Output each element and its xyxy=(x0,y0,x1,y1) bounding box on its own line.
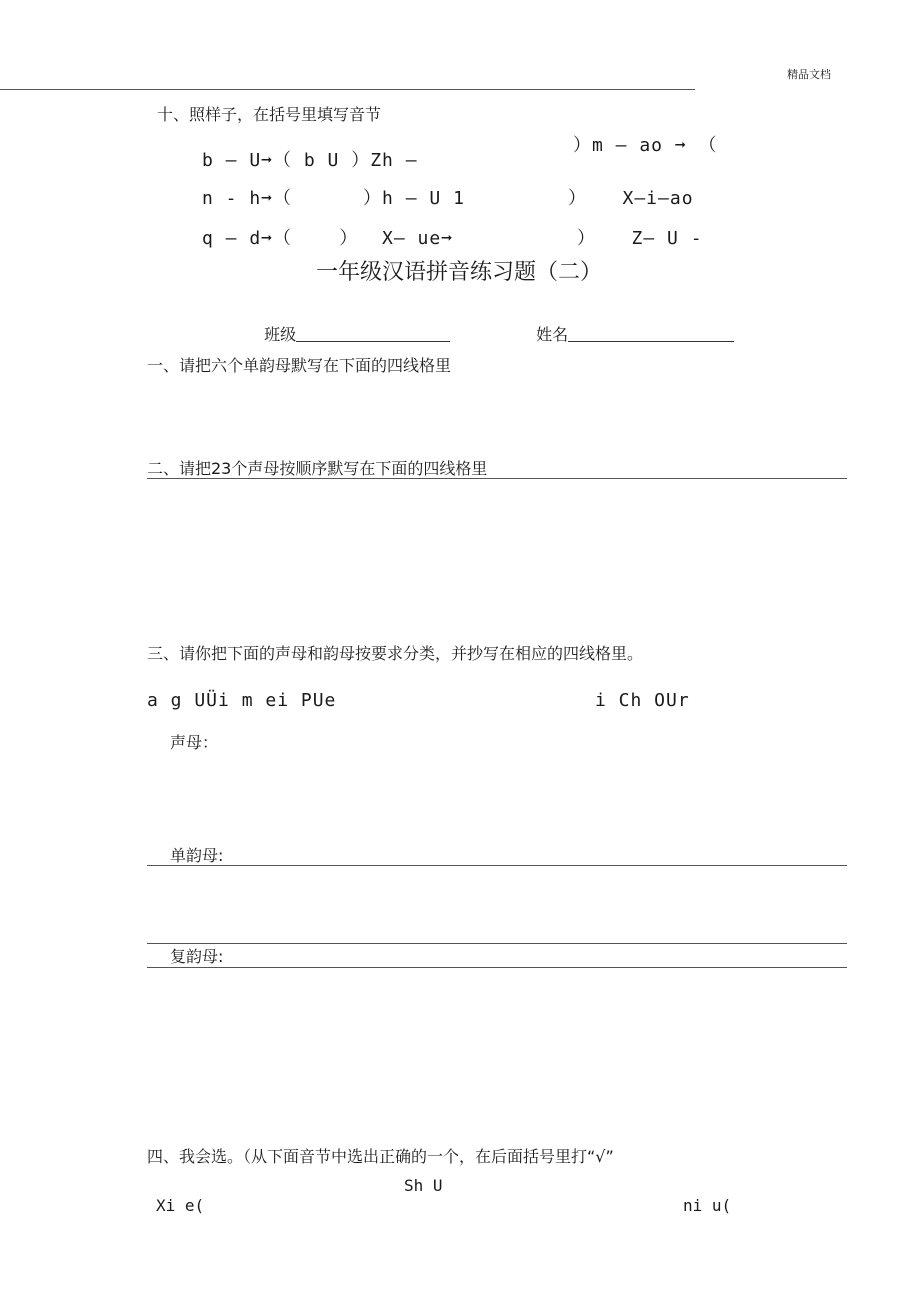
q2-title: 二、请把23个声母按顺序默写在下面的四线格里 xyxy=(147,459,488,478)
q3-letters-right: i Ch OUr xyxy=(595,690,690,711)
q4-title: 四、我会选。（从下面音节中选出正确的一个，在后面括号里打“√” xyxy=(147,1147,614,1166)
compound-finals-label: 复韵母: xyxy=(170,947,224,966)
compound-finals-line-top xyxy=(147,943,847,944)
watermark: 精品文档 xyxy=(787,68,831,81)
compound-finals-line xyxy=(147,967,847,968)
q4-syllable-right: ni u( xyxy=(683,1196,732,1215)
name-label: 姓名 xyxy=(536,325,569,344)
name-field[interactable] xyxy=(526,311,734,343)
q10-line3-right: ） Z— U - xyxy=(577,228,703,249)
name-underline xyxy=(568,327,734,342)
q10-line1-left: b — U➞（ b U ）Zh — xyxy=(202,150,418,171)
q3-letters-left: a g UÜi m ei PUe xyxy=(147,690,337,711)
class-underline xyxy=(296,327,450,342)
q10-line1-right: ）m — ao ➞ （ xyxy=(573,135,718,156)
single-finals-line xyxy=(147,865,847,866)
q10-line2-right: ） X—i—ao xyxy=(568,188,694,209)
q4-syllable-left: Xi e( xyxy=(156,1196,205,1215)
q10-line2-left: n - h➞（ ）h — U 1 xyxy=(202,188,465,209)
page-title: 一年级汉语拼音练习题（二） xyxy=(316,260,603,285)
q10-line3-left: q — d➞（ ） X— ue➞ xyxy=(202,228,454,249)
single-finals-label: 单韵母: xyxy=(170,846,224,865)
q1-title: 一、请把六个单韵母默写在下面的四线格里 xyxy=(147,356,452,375)
q10-title: 十、照样子，在括号里填写音节 xyxy=(157,105,382,124)
q4-syllable-top: Sh U xyxy=(404,1176,443,1195)
class-field[interactable] xyxy=(254,311,450,343)
header-rule xyxy=(0,89,695,90)
q3-title: 三、请你把下面的声母和韵母按要求分类，并抄写在相应的四线格里。 xyxy=(147,644,644,663)
class-label: 班级 xyxy=(264,325,297,344)
q2-writing-line xyxy=(147,478,847,479)
initials-label: 声母： xyxy=(170,733,219,752)
